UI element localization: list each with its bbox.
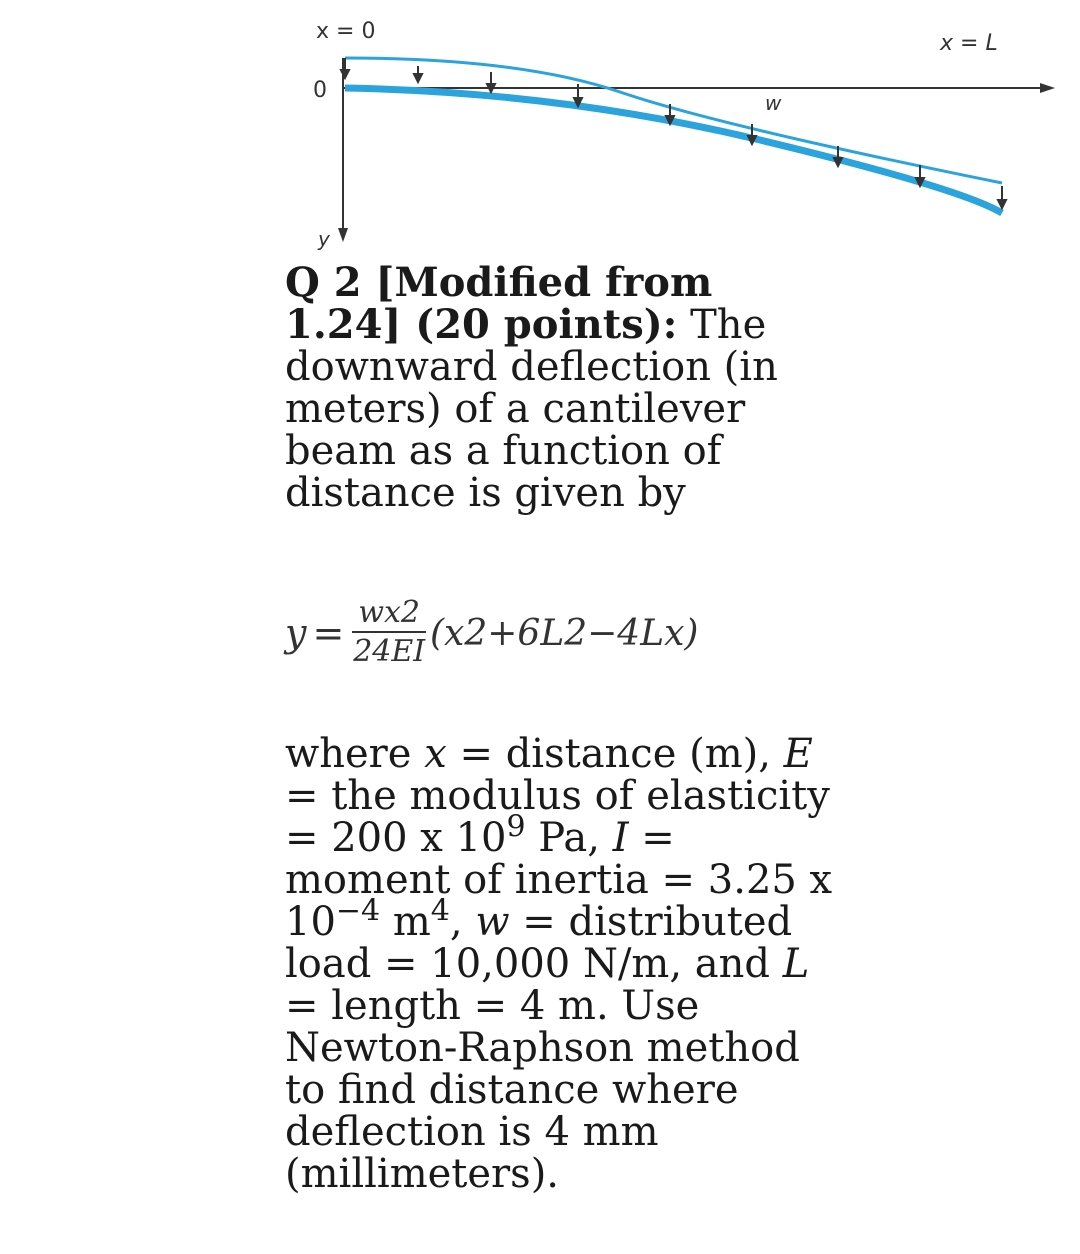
label-w: w bbox=[765, 91, 782, 115]
equation-fraction bbox=[352, 595, 426, 671]
x-axis-arrowhead bbox=[1040, 83, 1055, 93]
def-var-x: x bbox=[424, 731, 447, 777]
cantilever-beam-diagram bbox=[0, 0, 1080, 260]
def-var-w: w bbox=[475, 899, 510, 945]
label-y: y bbox=[318, 227, 330, 251]
def-var-E: E bbox=[783, 731, 813, 777]
def-text: = distance (m), bbox=[446, 731, 771, 777]
deflection-equation bbox=[285, 595, 698, 671]
label-origin: 0 bbox=[313, 78, 327, 103]
y-axis-arrowhead bbox=[338, 228, 348, 242]
equation-rhs: (x2+6L2−4Lx) bbox=[430, 612, 699, 654]
equation-equals: = bbox=[312, 611, 345, 655]
equation-numerator: wx2 bbox=[352, 595, 426, 633]
load-arrowhead bbox=[748, 136, 756, 144]
question-heading: Q 2 [Modified from 1.24] (20 points): bbox=[285, 259, 713, 348]
variable-definitions bbox=[285, 733, 845, 1195]
equation-lhs: y bbox=[285, 611, 307, 655]
def-text: = moment of inertia = 3.25 x 10 bbox=[285, 815, 833, 945]
def-var-L: L bbox=[782, 941, 810, 987]
def-text: where bbox=[285, 731, 425, 777]
def-var-I: I bbox=[612, 815, 629, 861]
def-text: = the modulus of elasticity = 200 x 10 bbox=[285, 773, 830, 861]
load-arrows bbox=[341, 58, 1006, 208]
def-text: , bbox=[449, 899, 476, 945]
def-text: = length = 4 m. Use Newton-Raphson method to find distance where deflection is 4 mm (millimeters). bbox=[285, 983, 800, 1197]
def-text: Pa, bbox=[525, 815, 600, 861]
def-text: = distributed load = 10,000 N/m, and bbox=[285, 899, 793, 987]
load-arrowhead bbox=[998, 200, 1006, 208]
def-exponent: −4 bbox=[335, 893, 381, 929]
label-xL: x = L bbox=[940, 31, 998, 56]
question-text bbox=[285, 259, 825, 516]
equation-denominator: 24EI bbox=[353, 634, 426, 669]
def-text: m bbox=[380, 899, 431, 945]
def-exponent: 9 bbox=[506, 809, 526, 845]
load-arrowhead bbox=[834, 158, 842, 166]
def-exponent: 4 bbox=[430, 893, 450, 929]
load-arrowhead bbox=[487, 84, 495, 92]
label-x0: x = 0 bbox=[316, 19, 376, 44]
load-arrowhead bbox=[414, 74, 422, 82]
question-intro: The downward deflection (in meters) of a cantilever beam as a function of distance is given by bbox=[285, 302, 778, 516]
